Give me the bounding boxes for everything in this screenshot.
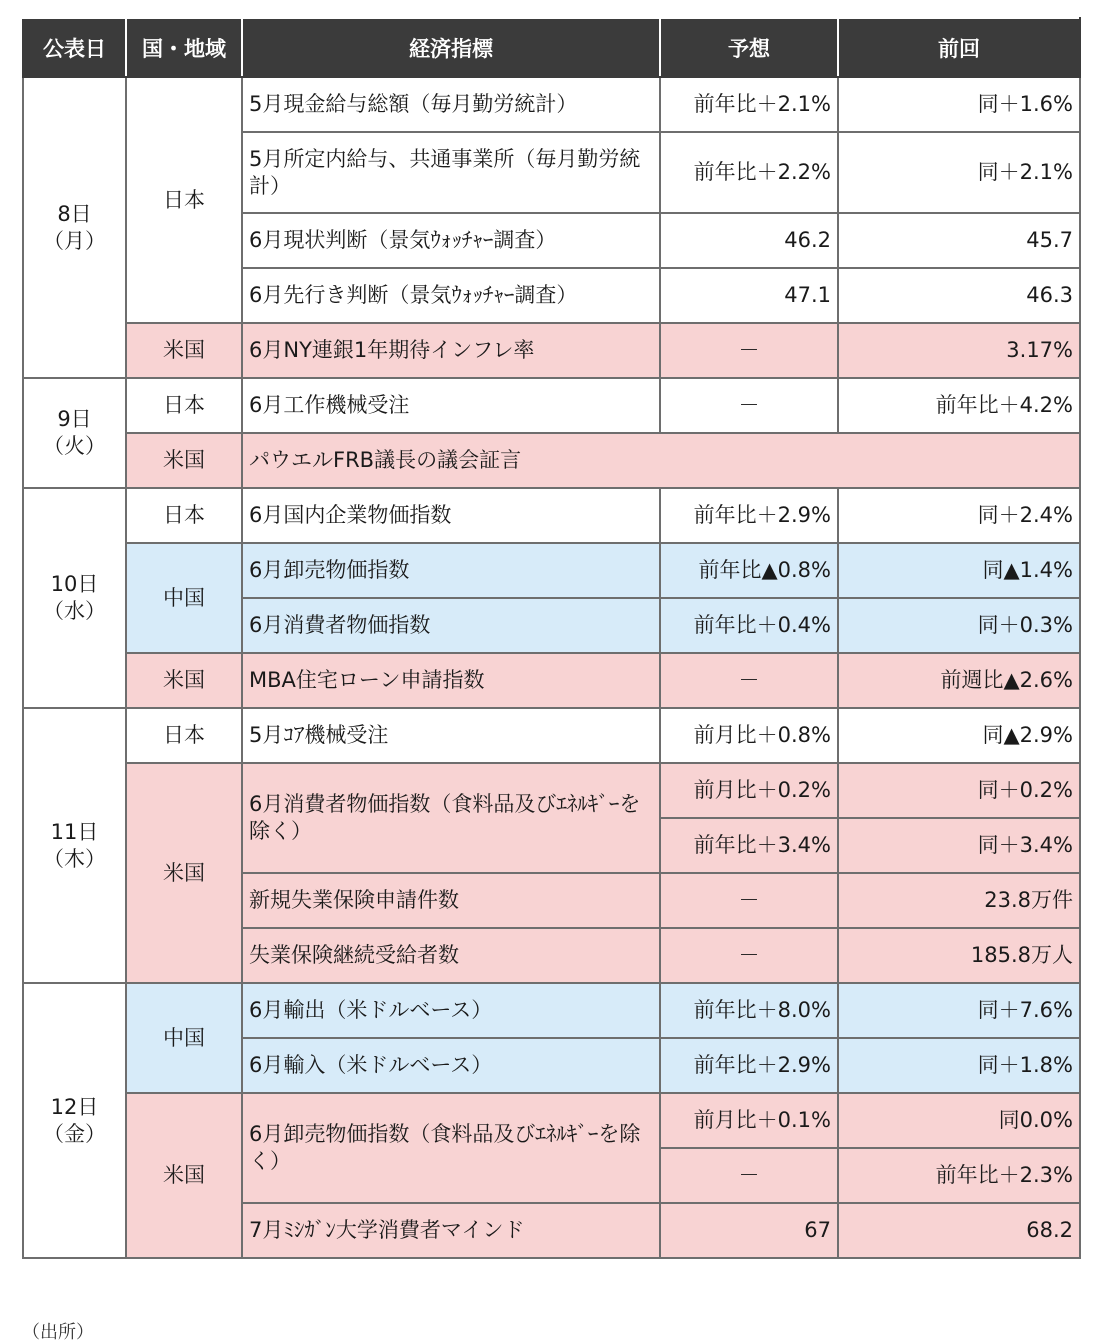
indicator-cell: 6月消費者物価指数（食料品及びｴﾈﾙｷﾞｰを除く）: [242, 763, 660, 873]
indicator-cell: 5月現金給与総額（毎月勤労統計）: [242, 77, 660, 132]
indicator-cell: 6月消費者物価指数: [242, 598, 660, 653]
date-weekday: （水）: [43, 599, 106, 623]
indicator-cell: 6月工作機械受注: [242, 378, 660, 433]
previous-cell: 同＋7.6%: [838, 983, 1080, 1038]
forecast-cell: 前年比＋2.9%: [660, 1038, 838, 1093]
date-day: 11日: [50, 819, 99, 844]
table-row: [23, 323, 1080, 378]
header-date: 公表日: [23, 18, 126, 77]
date-day: 12日: [50, 1094, 99, 1119]
forecast-cell: －: [660, 1148, 838, 1203]
date-day: 8日: [57, 201, 92, 226]
forecast-cell: 46.2: [660, 213, 838, 268]
previous-cell: 前週比▲2.6%: [838, 653, 1080, 708]
table-row: [23, 653, 1080, 708]
forecast-cell: －: [660, 378, 838, 433]
forecast-cell: －: [660, 653, 838, 708]
indicator-cell: パウエルFRB議長の議会証言: [242, 433, 1080, 488]
region-cell: 中国: [126, 983, 242, 1093]
previous-cell: 同▲2.9%: [838, 708, 1080, 763]
date-cell-9: [23, 378, 126, 488]
region-cell: 米国: [126, 653, 242, 708]
previous-cell: 同▲1.4%: [838, 543, 1080, 598]
indicator-cell: 6月現状判断（景気ｳｫｯﾁｬｰ調査）: [242, 213, 660, 268]
previous-cell: 同＋1.8%: [838, 1038, 1080, 1093]
header-row: [23, 18, 1080, 77]
forecast-cell: 前年比＋8.0%: [660, 983, 838, 1038]
forecast-cell: 前年比＋2.1%: [660, 77, 838, 132]
region-cell: 米国: [126, 433, 242, 488]
region-cell: 米国: [126, 323, 242, 378]
table-row: [23, 1093, 1080, 1148]
date-day: 10日: [50, 572, 99, 596]
previous-cell: 同＋0.2%: [838, 763, 1080, 818]
previous-cell: 68.2: [838, 1203, 1080, 1258]
header-region: 国・地域: [126, 18, 242, 77]
forecast-cell: 前月比＋0.1%: [660, 1093, 838, 1148]
indicator-cell: 失業保険継続受給者数: [242, 928, 660, 983]
indicator-cell: 6月輸入（米ドルベース）: [242, 1038, 660, 1093]
indicator-cell: 6月国内企業物価指数: [242, 488, 660, 543]
previous-cell: 23.8万件: [838, 873, 1080, 928]
date-day: 9日: [57, 407, 92, 431]
previous-cell: 3.17%: [838, 323, 1080, 378]
previous-cell: 46.3: [838, 268, 1080, 323]
previous-cell: 同＋1.6%: [838, 77, 1080, 132]
region-cell: 日本: [126, 708, 242, 763]
previous-cell: 同＋2.4%: [838, 488, 1080, 543]
forecast-cell: 前年比＋2.9%: [660, 488, 838, 543]
previous-cell: 同＋2.1%: [838, 132, 1080, 213]
forecast-cell: 前年比＋0.4%: [660, 598, 838, 653]
forecast-cell: 前年比▲0.8%: [660, 543, 838, 598]
indicator-cell: 新規失業保険申請件数: [242, 873, 660, 928]
date-cell-10: [23, 488, 126, 708]
table-row: [23, 77, 1080, 132]
indicator-cell: 6月卸売物価指数: [242, 543, 660, 598]
previous-cell: 同＋0.3%: [838, 598, 1080, 653]
table-row: [23, 488, 1080, 543]
forecast-cell: －: [660, 323, 838, 378]
date-cell-11: [23, 708, 126, 983]
date-weekday: （月）: [43, 228, 106, 253]
region-cell: 日本: [126, 378, 242, 433]
forecast-cell: 前年比＋2.2%: [660, 132, 838, 213]
forecast-cell: 前年比＋3.4%: [660, 818, 838, 873]
previous-cell: 前年比＋2.3%: [838, 1148, 1080, 1203]
region-cell: 中国: [126, 543, 242, 653]
forecast-cell: －: [660, 873, 838, 928]
indicator-cell: 7月ﾐｼｶﾞﾝ大学消費者マインド: [242, 1203, 660, 1258]
table-row: [23, 983, 1080, 1038]
indicator-cell: MBA住宅ローン申請指数: [242, 653, 660, 708]
source-note: （出所）: [22, 1322, 94, 1343]
previous-cell: 同＋3.4%: [838, 818, 1080, 873]
region-cell: 日本: [126, 77, 242, 323]
forecast-cell: 67: [660, 1203, 838, 1258]
header-forecast: 予想: [660, 18, 838, 77]
date-cell-12: [23, 983, 126, 1258]
forecast-cell: 47.1: [660, 268, 838, 323]
previous-cell: 185.8万人: [838, 928, 1080, 983]
table-row: [23, 543, 1080, 598]
table-row: [23, 763, 1080, 818]
table-row: [23, 378, 1080, 433]
region-cell: 米国: [126, 1093, 242, 1258]
previous-cell: 同0.0%: [838, 1093, 1080, 1148]
forecast-cell: －: [660, 928, 838, 983]
header-previous: 前回: [838, 18, 1080, 77]
indicator-cell: 5月ｺｱ機械受注: [242, 708, 660, 763]
indicator-cell: 6月先行き判断（景気ｳｫｯﾁｬｰ調査）: [242, 268, 660, 323]
date-weekday: （火）: [43, 434, 106, 458]
region-cell: 日本: [126, 488, 242, 543]
indicator-cell: 5月所定内給与、共通事業所（毎月勤労統計）: [242, 132, 660, 213]
forecast-cell: 前月比＋0.2%: [660, 763, 838, 818]
previous-cell: 45.7: [838, 213, 1080, 268]
indicator-cell: 6月輸出（米ドルベース）: [242, 983, 660, 1038]
table-row: [23, 433, 1080, 488]
previous-cell: 前年比＋4.2%: [838, 378, 1080, 433]
forecast-cell: 前月比＋0.8%: [660, 708, 838, 763]
indicator-cell: 6月卸売物価指数（食料品及びｴﾈﾙｷﾞｰを除く）: [242, 1093, 660, 1203]
economic-calendar-table: [22, 17, 1081, 1259]
region-cell: 米国: [126, 763, 242, 983]
header-indicator: 経済指標: [242, 18, 660, 77]
indicator-cell: 6月NY連銀1年期待インフレ率: [242, 323, 660, 378]
date-weekday: （木）: [43, 846, 106, 871]
date-weekday: （金）: [43, 1121, 106, 1146]
table-row: [23, 708, 1080, 763]
date-cell-8: [23, 77, 126, 378]
